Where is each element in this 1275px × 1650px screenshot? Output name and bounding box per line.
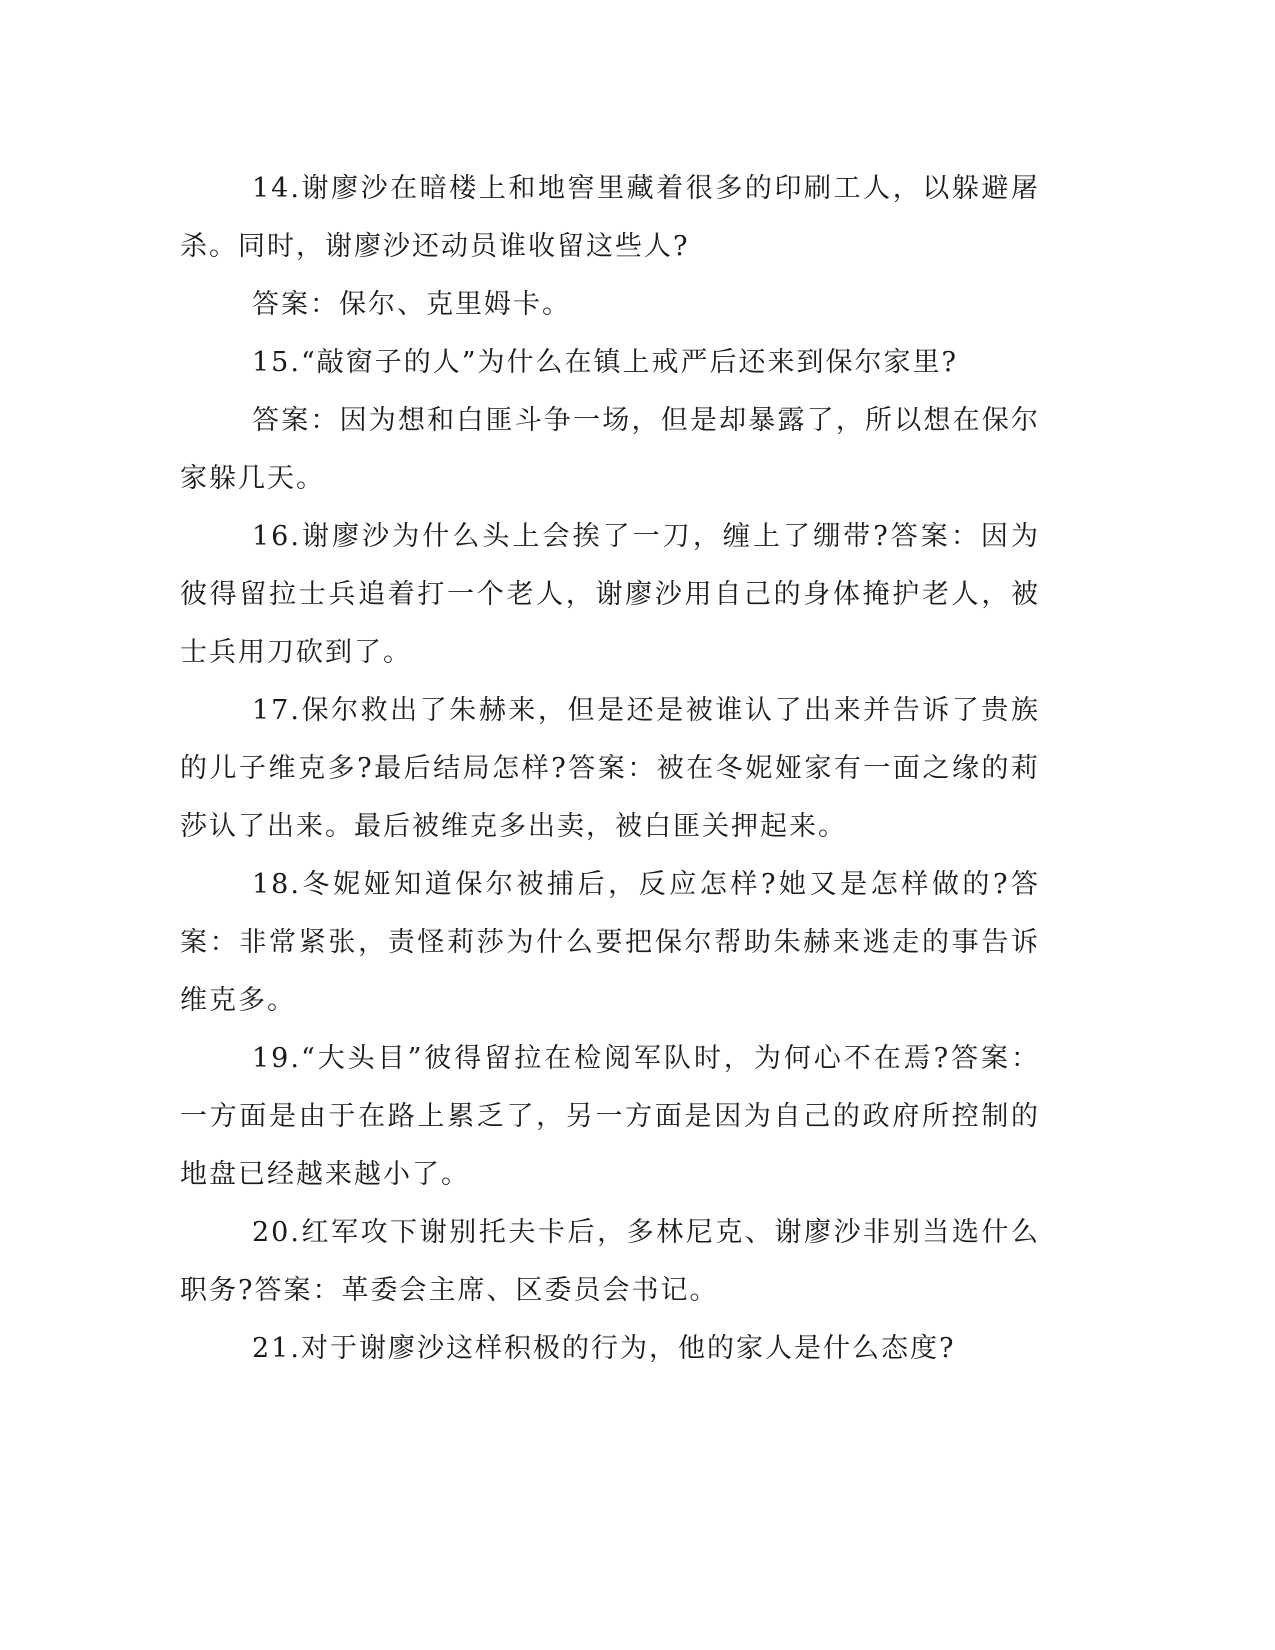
paragraph-q20: 20.红军攻下谢别托夫卡后，多林尼克、谢廖沙非别当选什么职务?答案：革委会主席、区委员会书记。	[180, 1217, 1040, 1306]
paragraph-q16: 16.谢廖沙为什么头上会挨了一刀，缠上了绷带?答案：因为彼得留拉士兵追着打一个老人，谢廖沙用自己的身体掩护老人，被士兵用刀砍到了。	[180, 521, 1040, 668]
paragraph-a14: 答案：保尔、克里姆卡。	[252, 289, 571, 320]
paragraph-q14: 14.谢廖沙在暗楼上和地窖里藏着很多的印刷工人，以躲避屠杀。同时，谢廖沙还动员谁收留这些人?	[180, 173, 1040, 262]
paragraph-q17: 17.保尔救出了朱赫来，但是还是被谁认了出来并告诉了贵族的儿子维克多?最后结局怎样?答案：被在冬妮娅家有一面之缘的莉莎认了出来。最后被维克多出卖，被白匪关押起来。	[180, 695, 1040, 842]
paragraph-a15: 答案：因为想和白匪斗争一场，但是却暴露了，所以想在保尔家躲几天。	[180, 405, 1040, 494]
paragraph-q18: 18.冬妮娅知道保尔被捕后，反应怎样?她又是怎样做的?答案：非常紧张，责怪莉莎为什么要把保尔帮助朱赫来逃走的事告诉维克多。	[180, 869, 1040, 1016]
paragraph-q15: 15.“敲窗子的人”为什么在镇上戒严后还来到保尔家里?	[252, 347, 959, 378]
paragraph-q19: 19.“大头目”彼得留拉在检阅军队时，为何心不在焉?答案：一方面是由于在路上累乏了，另一方面是因为自己的政府所控制的地盘已经越来越小了。	[180, 1043, 1040, 1190]
document-body	[180, 160, 1040, 1378]
paragraph-q21: 21.对于谢廖沙这样积极的行为，他的家人是什么态度?	[252, 1333, 956, 1364]
